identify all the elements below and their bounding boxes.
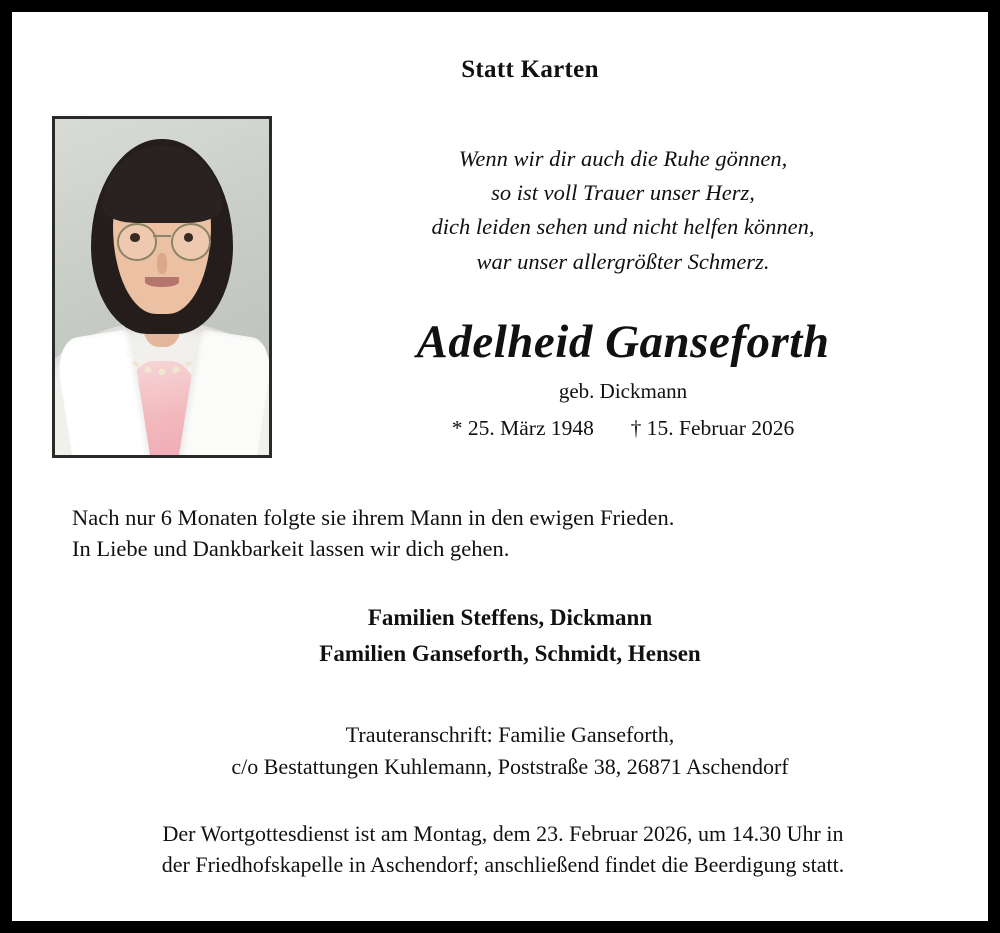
- eye-left: [130, 233, 140, 242]
- service-line-1: Der Wortgottesdienst ist am Montag, dem 23. Februar 2026, um 14.30 Uhr in: [162, 820, 844, 846]
- verse-block: [294, 142, 952, 279]
- glasses-bridge: [153, 235, 170, 237]
- address-line-2: c/o Bestattungen Kuhlemann, Poststraße 38, 26871 Aschendorf: [231, 753, 789, 779]
- family-line-2: Familien Ganseforth, Schmidt, Hensen: [319, 640, 701, 666]
- families-block: [58, 600, 962, 671]
- verse-line-1: Wenn wir dir auch die Ruhe gönnen,: [458, 146, 788, 171]
- statt-karten-heading: Statt Karten: [461, 56, 599, 83]
- obituary-content: [12, 12, 988, 921]
- verse-line-2: so ist voll Trauer unser Herz,: [491, 180, 755, 206]
- mourning-message-line-2: In Liebe und Dankbarkeit lassen wir dich gehen.: [72, 536, 510, 562]
- header-text-column: [286, 112, 962, 441]
- death-date: † 15. Februar 2026: [630, 415, 795, 440]
- family-line-1: Familien Steffens, Dickmann: [367, 605, 653, 631]
- mourning-message-line-1: Nach nur 6 Monaten folgte sie ihrem Mann in den ewigen Frieden.: [72, 505, 675, 530]
- glasses-right-lens: [171, 223, 211, 261]
- life-dates: [294, 416, 952, 441]
- service-details: [44, 818, 962, 880]
- service-line-2: der Friedhofskapelle in Aschendorf; anschließend findet die Beerdigung statt.: [161, 852, 845, 878]
- address-line-1: Trauteranschrift: Familie Ganseforth,: [345, 722, 675, 748]
- portrait-photo: [52, 116, 272, 458]
- maiden-name: geb. Dickmann: [558, 378, 688, 403]
- glasses-left-lens: [117, 223, 157, 261]
- birth-date: * 25. März 1948: [451, 415, 594, 440]
- condolence-address: [58, 719, 962, 781]
- verse-line-3: dich leiden sehen und nicht helfen können,: [431, 214, 815, 240]
- top-section: [38, 112, 962, 458]
- mouth-shape: [145, 277, 179, 287]
- mourning-message: [38, 502, 962, 564]
- deceased-name: Adelheid Ganseforth: [416, 315, 830, 368]
- verse-line-4: war unser allergrößter Schmerz.: [476, 248, 770, 274]
- nose-shape: [157, 253, 168, 273]
- photo-column: [38, 112, 286, 458]
